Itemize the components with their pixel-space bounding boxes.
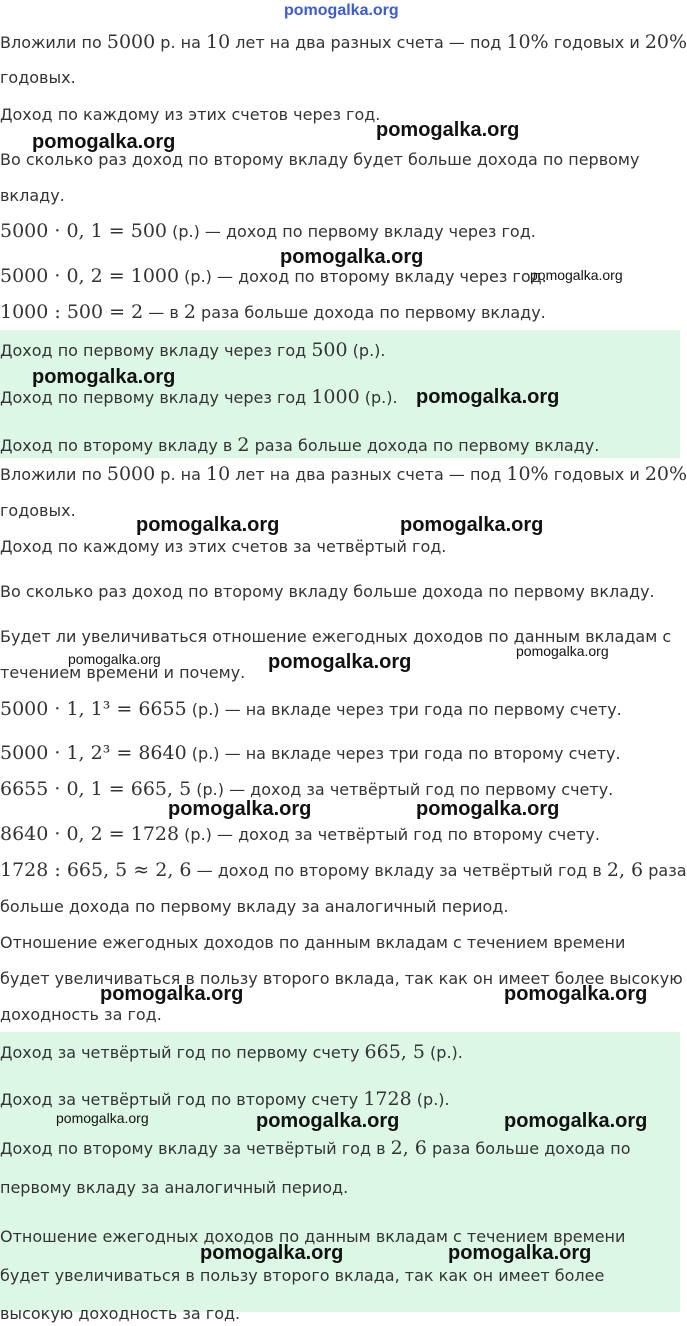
watermark: pomogalka.org xyxy=(504,983,648,1005)
text-line: Вложили по 5000 р. на 10 лет на два разных счета — под 10% годовых и 20% xyxy=(0,463,687,485)
equation-line: 5000 · 1, 1³ = 6655 (р.) — на вкладе через три года по первому счету. xyxy=(0,698,622,720)
watermark-top: pomogalka.org xyxy=(284,2,399,19)
watermark: pomogalka.org xyxy=(448,1242,592,1264)
equation-line: 1728 : 665, 5 ≈ 2, 6 — доход по второму вкладу за четвёртый год в 2, 6 раза xyxy=(0,859,687,881)
watermark: pomogalka.org xyxy=(32,366,176,388)
watermark: pomogalka.org xyxy=(136,514,280,536)
answer-line: Доход по первому вкладу через год 500 (р.). xyxy=(0,339,386,361)
watermark: pomogalka.org xyxy=(416,798,560,820)
watermark: pomogalka.org xyxy=(376,119,520,141)
watermark: pomogalka.org xyxy=(516,643,609,659)
answer-line: Отношение ежегодных доходов по данным вкладам с течением времени xyxy=(0,1227,626,1246)
watermark: pomogalka.org xyxy=(280,246,424,268)
answer-line: Доход по второму вкладу за четвёртый год в 2, 6 раза больше дохода по xyxy=(0,1137,631,1159)
text-line: будет увеличиваться в пользу второго вклада, так как он имеет более высокую xyxy=(0,969,683,988)
equation-line: 5000 · 0, 2 = 1000 (р.) — доход по второму вкладу через год. xyxy=(0,265,547,287)
watermark: pomogalka.org xyxy=(416,386,560,408)
text-line: годовых. xyxy=(0,501,76,520)
text-line: Отношение ежегодных доходов по данным вкладам с течением времени xyxy=(0,933,626,952)
text-line: Во сколько раз доход по второму вкладу будет больше дохода по первому xyxy=(0,150,640,169)
text-line: доходность за год. xyxy=(0,1005,162,1024)
text-line: Доход по каждому из этих счетов за четвёртый год. xyxy=(0,537,447,556)
equation-line: 8640 · 0, 2 = 1728 (р.) — доход за четвёртый год по второму счету. xyxy=(0,823,600,845)
watermark: pomogalka.org xyxy=(100,983,244,1005)
text-line: Будет ли увеличиваться отношение ежегодных доходов по данным вкладам с xyxy=(0,627,672,646)
text-line: Во сколько раз доход по второму вкладу больше дохода по первому вкладу. xyxy=(0,582,655,601)
answer-line: Доход по первому вкладу через год 1000 (р.). xyxy=(0,386,398,408)
watermark: pomogalka.org xyxy=(504,1110,648,1132)
watermark: pomogalka.org xyxy=(400,514,544,536)
watermark: pomogalka.org xyxy=(200,1242,344,1264)
answer-line: Доход за четвёртый год по первому счету 665, 5 (р.). xyxy=(0,1041,463,1063)
text-line: больше дохода по первому вкладу за аналогичный период. xyxy=(0,897,509,916)
text-line: Вложили по 5000 р. на 10 лет на два разных счета — под 10% годовых и 20% xyxy=(0,31,687,53)
watermark: pomogalka.org xyxy=(56,1110,149,1126)
watermark: pomogalka.org xyxy=(268,651,412,673)
answer-line: первому вкладу за аналогичный период. xyxy=(0,1178,349,1197)
text-line: течением времени и почему. xyxy=(0,663,246,682)
watermark: pomogalka.org xyxy=(32,131,176,153)
watermark: pomogalka.org xyxy=(168,798,312,820)
answer-line: Доход за четвёртый год по второму счету 1728 (р.). xyxy=(0,1088,450,1110)
answer-line: высокую доходность за год. xyxy=(0,1304,241,1323)
watermark: pomogalka.org xyxy=(68,651,161,667)
equation-line: 1000 : 500 = 2 — в 2 раза больше дохода по первому вкладу. xyxy=(0,301,546,323)
answer-line: Доход по второму вкладу в 2 раза больше дохода по первому вкладу. xyxy=(0,434,600,456)
text-line: вкладу. xyxy=(0,186,65,205)
equation-line: 5000 · 1, 2³ = 8640 (р.) — на вкладе через три года по второму счету. xyxy=(0,742,621,764)
equation-line: 6655 · 0, 1 = 665, 5 (р.) — доход за четвёртый год по первому счету. xyxy=(0,778,614,800)
answer-line: будет увеличиваться в пользу второго вклада, так как он имеет более xyxy=(0,1266,605,1285)
equation-line: 5000 · 0, 1 = 500 (р.) — доход по первому вкладу через год. xyxy=(0,220,536,242)
watermark: pomogalka.org xyxy=(530,267,623,283)
watermark: pomogalka.org xyxy=(256,1110,400,1132)
text-line: Доход по каждому из этих счетов через год. xyxy=(0,105,381,124)
text-line: годовых. xyxy=(0,68,76,87)
